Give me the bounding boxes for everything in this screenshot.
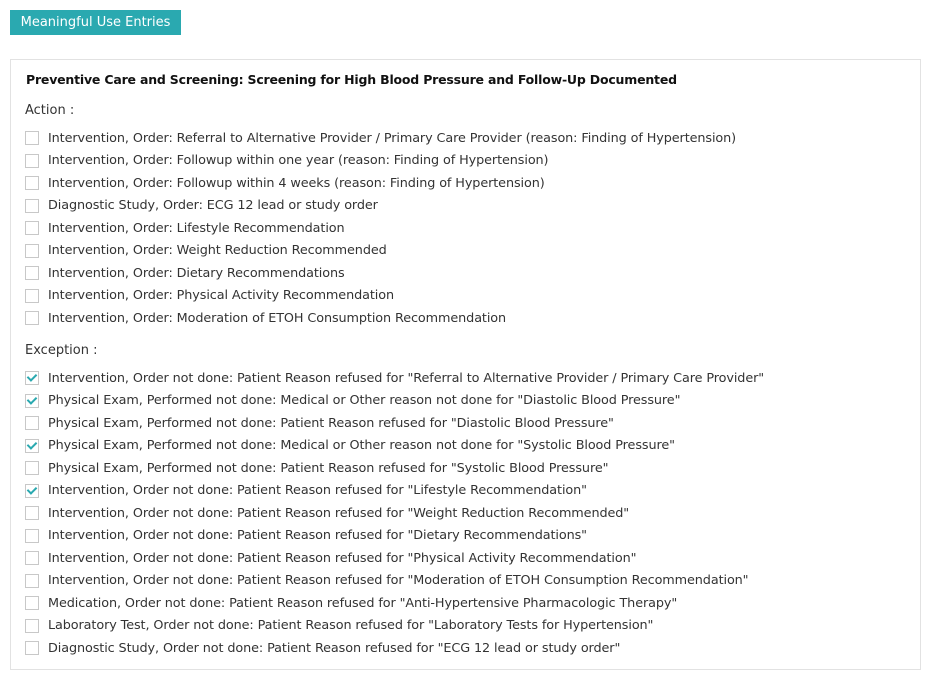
item-label: Intervention, Order: Followup within one year (reason: Finding of Hypertension) — [48, 153, 549, 169]
checkbox[interactable] — [25, 529, 39, 543]
exception-list — [25, 367, 764, 660]
action-item[interactable] — [25, 262, 736, 285]
item-label: Physical Exam, Performed not done: Patient Reason refused for "Systolic Blood Pressure" — [48, 460, 609, 476]
item-label: Intervention, Order: Moderation of ETOH Consumption Recommendation — [48, 310, 507, 326]
exception-item[interactable] — [25, 615, 764, 638]
meaningful-use-entries-button[interactable]: Meaningful Use Entries — [10, 10, 181, 35]
checkbox-checked[interactable] — [25, 439, 39, 453]
exception-item[interactable] — [25, 525, 764, 548]
checkbox[interactable] — [25, 596, 39, 610]
checkbox[interactable] — [25, 461, 39, 475]
checkbox[interactable] — [25, 641, 39, 655]
action-item[interactable] — [25, 285, 736, 308]
exception-heading: Exception : — [25, 343, 98, 358]
checkbox[interactable] — [25, 244, 39, 258]
item-label: Physical Exam, Performed not done: Medical or Other reason not done for "Diastolic Blood Pressure" — [48, 393, 681, 409]
item-label: Medication, Order not done: Patient Reason refused for "Anti-Hypertensive Pharmacologic Therapy" — [48, 595, 678, 611]
exception-item[interactable] — [25, 390, 764, 413]
checkbox-checked[interactable] — [25, 484, 39, 498]
checkbox[interactable] — [25, 266, 39, 280]
checkbox-checked[interactable] — [25, 394, 39, 408]
exception-item[interactable] — [25, 547, 764, 570]
exception-item[interactable] — [25, 367, 764, 390]
action-item[interactable] — [25, 172, 736, 195]
item-label: Physical Exam, Performed not done: Patient Reason refused for "Diastolic Blood Pressure" — [48, 415, 614, 431]
checkbox[interactable] — [25, 311, 39, 325]
item-label: Intervention, Order not done: Patient Reason refused for "Dietary Recommendations" — [48, 528, 587, 544]
checkbox[interactable] — [25, 131, 39, 145]
measure-panel — [10, 59, 921, 670]
item-label: Intervention, Order not done: Patient Reason refused for "Lifestyle Recommendation" — [48, 483, 587, 499]
exception-item[interactable] — [25, 592, 764, 615]
checkbox-checked[interactable] — [25, 371, 39, 385]
checkbox[interactable] — [25, 506, 39, 520]
action-item[interactable] — [25, 217, 736, 240]
item-label: Intervention, Order: Lifestyle Recommendation — [48, 220, 345, 236]
exception-item[interactable] — [25, 412, 764, 435]
action-item[interactable] — [25, 195, 736, 218]
exception-item[interactable] — [25, 435, 764, 458]
checkbox[interactable] — [25, 416, 39, 430]
checkbox[interactable] — [25, 619, 39, 633]
checkbox[interactable] — [25, 221, 39, 235]
action-list — [25, 127, 736, 330]
checkbox[interactable] — [25, 574, 39, 588]
item-label: Intervention, Order not done: Patient Reason refused for "Physical Activity Recommendation" — [48, 550, 637, 566]
item-label: Diagnostic Study, Order: ECG 12 lead or study order — [48, 198, 378, 214]
item-label: Diagnostic Study, Order not done: Patient Reason refused for "ECG 12 lead or study order" — [48, 640, 621, 656]
item-label: Physical Exam, Performed not done: Medical or Other reason not done for "Systolic Blood Pressure" — [48, 438, 675, 454]
item-label: Intervention, Order not done: Patient Reason refused for "Referral to Alternative Provider / Primary Care Provider" — [48, 370, 765, 386]
exception-item[interactable] — [25, 457, 764, 480]
measure-title: Preventive Care and Screening: Screening for High Blood Pressure and Follow-Up Documented — [26, 72, 677, 87]
checkbox[interactable] — [25, 199, 39, 213]
exception-item[interactable] — [25, 502, 764, 525]
action-item[interactable] — [25, 240, 736, 263]
item-label: Intervention, Order: Referral to Alternative Provider / Primary Care Provider (reason: Finding of Hypertension) — [48, 130, 737, 146]
checkbox[interactable] — [25, 176, 39, 190]
item-label: Intervention, Order: Weight Reduction Recommended — [48, 243, 387, 259]
exception-item[interactable] — [25, 570, 764, 593]
item-label: Intervention, Order not done: Patient Reason refused for "Weight Reduction Recommended" — [48, 505, 630, 521]
checkbox[interactable] — [25, 289, 39, 303]
item-label: Intervention, Order not done: Patient Reason refused for "Moderation of ETOH Consumption Recommendation" — [48, 573, 749, 589]
action-heading: Action : — [25, 103, 75, 118]
item-label: Intervention, Order: Followup within 4 weeks (reason: Finding of Hypertension) — [48, 175, 545, 191]
item-label: Intervention, Order: Physical Activity Recommendation — [48, 288, 394, 304]
exception-item[interactable] — [25, 480, 764, 503]
item-label: Laboratory Test, Order not done: Patient Reason refused for "Laboratory Tests for Hypertension" — [48, 618, 654, 634]
action-item[interactable] — [25, 150, 736, 173]
exception-item[interactable] — [25, 637, 764, 660]
action-item[interactable] — [25, 307, 736, 330]
checkbox[interactable] — [25, 551, 39, 565]
item-label: Intervention, Order: Dietary Recommendations — [48, 265, 345, 281]
checkbox[interactable] — [25, 154, 39, 168]
action-item[interactable] — [25, 127, 736, 150]
